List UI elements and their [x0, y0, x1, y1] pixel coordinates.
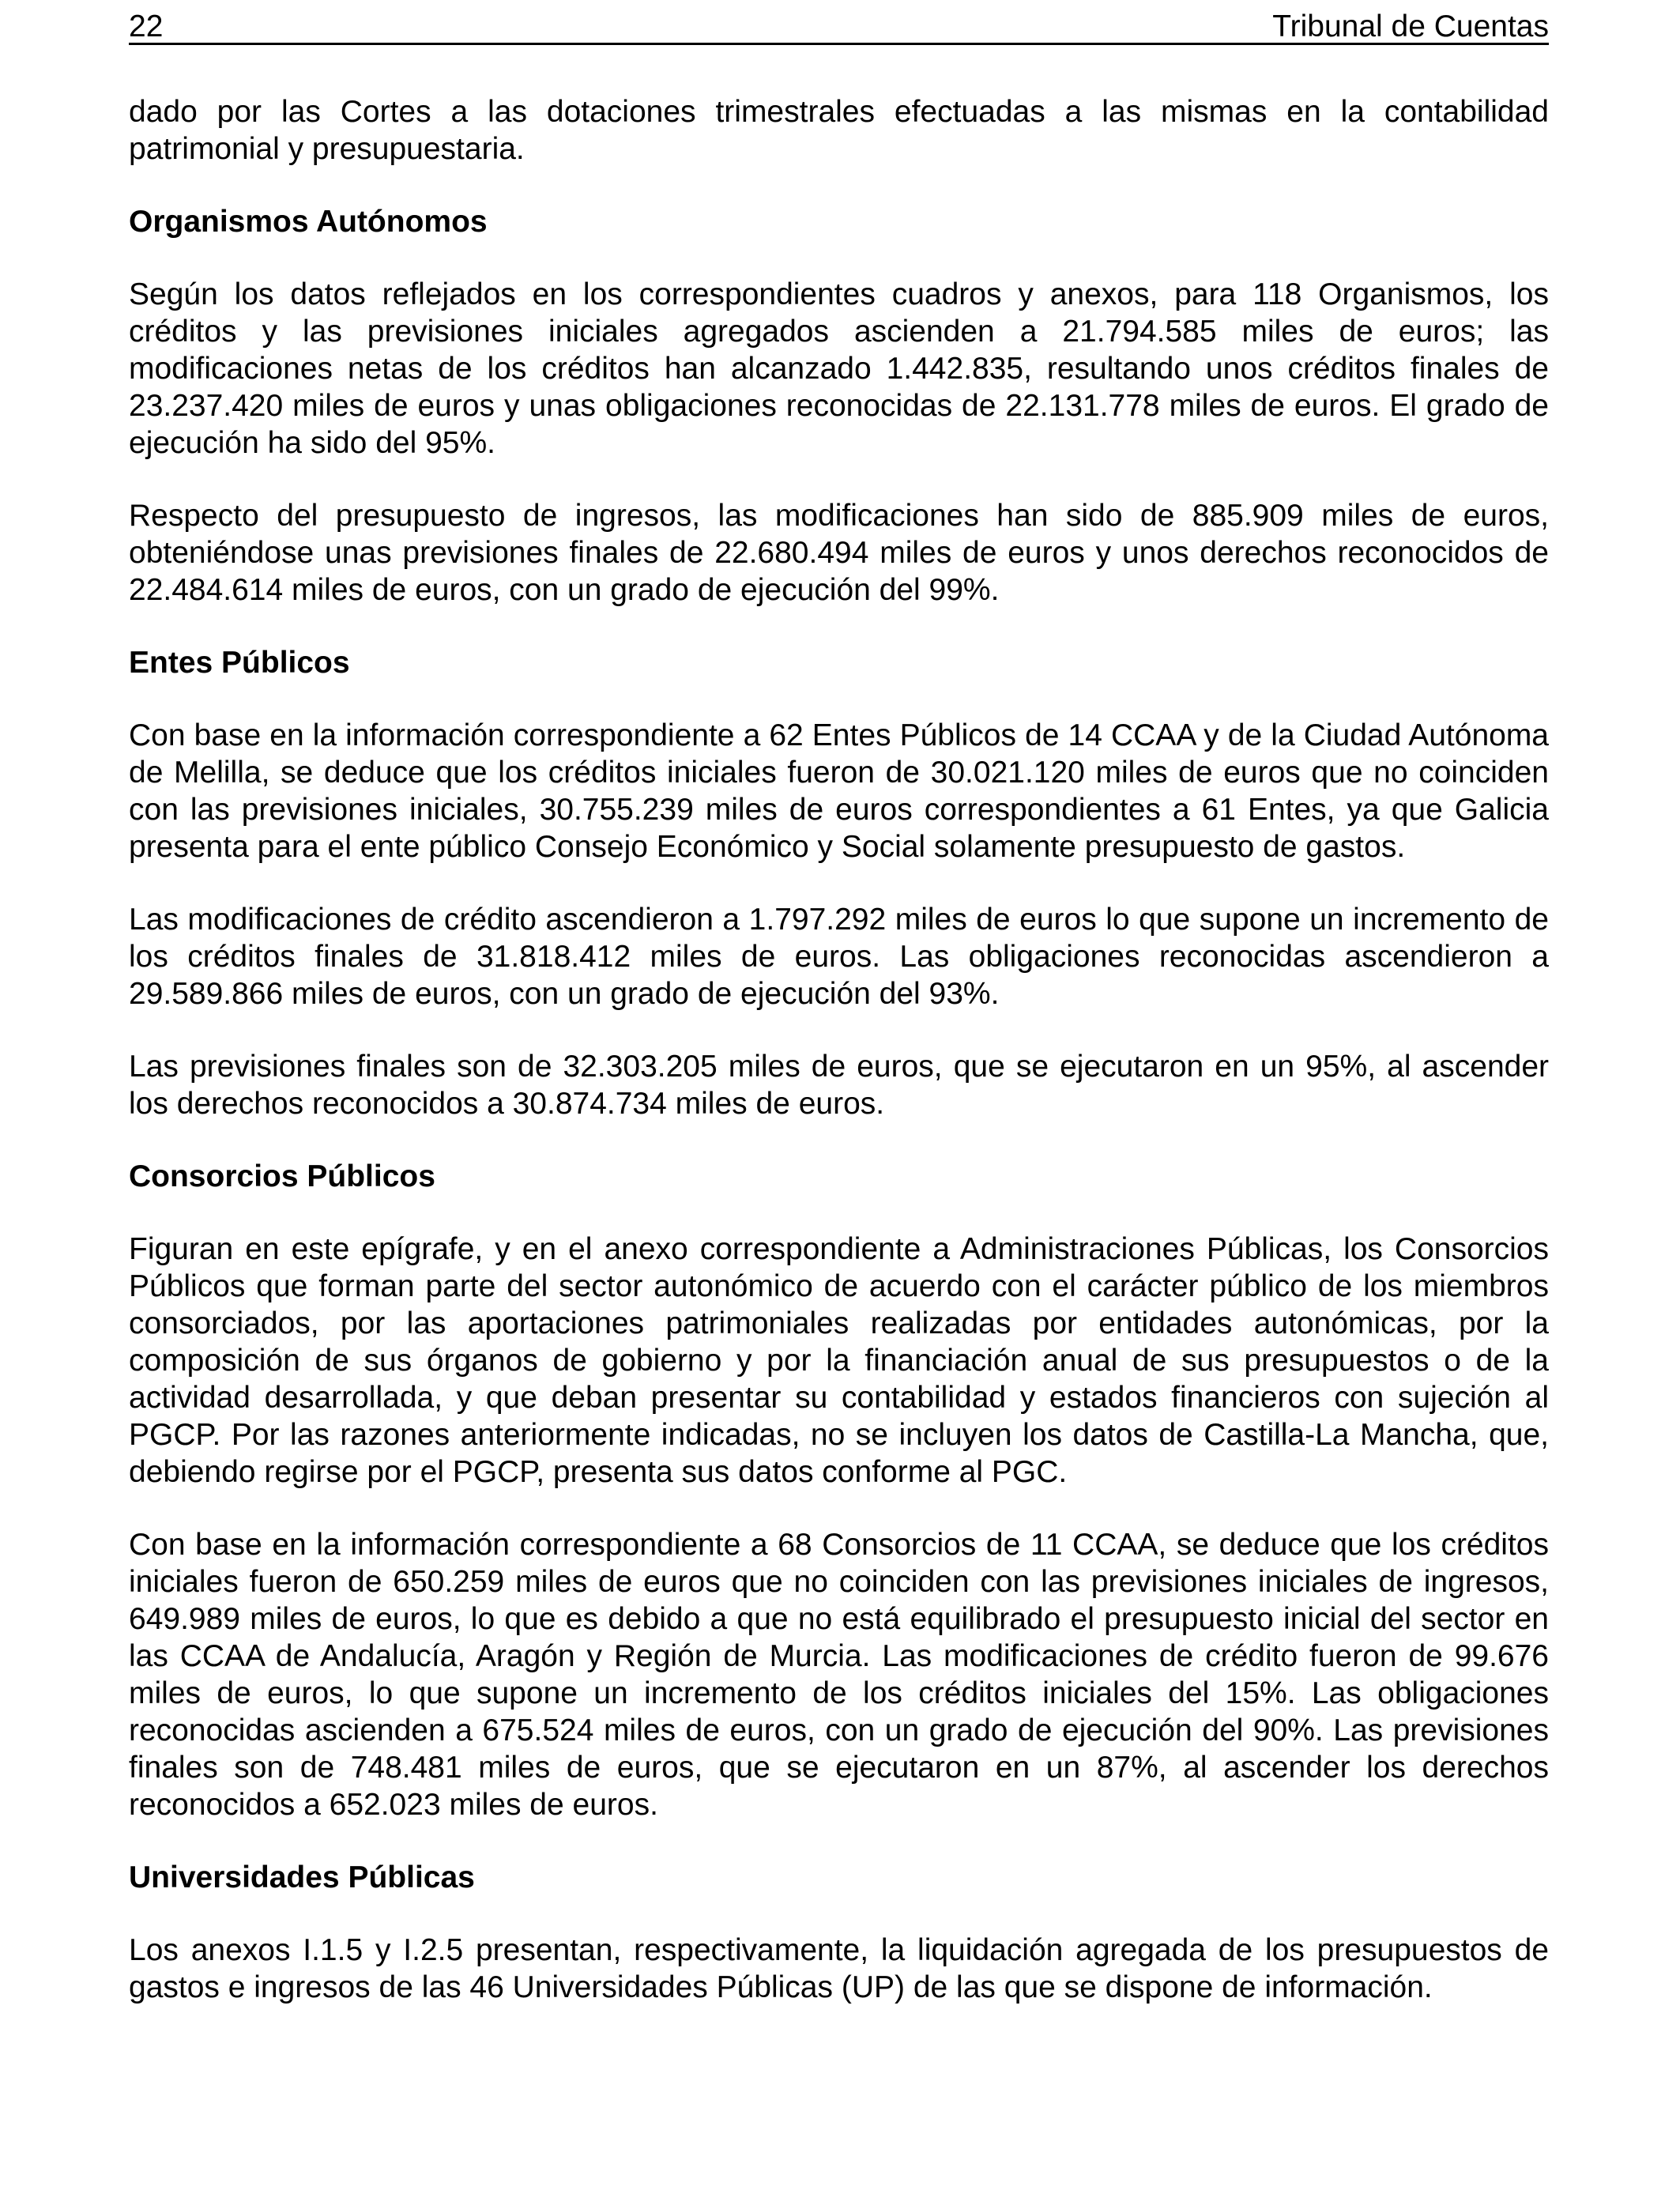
universidades-paragraph-1: Los anexos I.1.5 y I.2.5 presentan, respectivamente, la liquidación agregada de los presupuestos de gastos e ingresos de las 46 Universidades Públicas (UP) de las que se dispone de información. [129, 1933, 1549, 2004]
section-heading-organismos: Organismos Autónomos [129, 205, 488, 239]
organismos-paragraph-1: Según los datos reflejados en los correspondientes cuadros y anexos, para 118 Organismos, los créditos y las previsiones iniciales agregados ascienden a 21.794.585 miles de euros; las modificaciones netas de los créditos han alcanzado 1.442.835, resultando unos créditos finales de 23.237.420 miles de euros y unas obligaciones reconocidas de 22.131.778 miles de euros. El grado de ejecución ha sido del 95%. [129, 277, 1549, 460]
section-heading-universidades: Universidades Públicas [129, 1860, 475, 1894]
page-number: 22 [129, 9, 164, 43]
entes-paragraph-3: Las previsiones finales son de 32.303.205 miles de euros, que se ejecutaron en un 95%, al ascender los derechos reconocidos a 30.874.734 miles de euros. [129, 1050, 1549, 1121]
body-text [129, 93, 1549, 2041]
section-heading-consorcios: Consorcios Públicos [129, 1159, 435, 1193]
intro-paragraph: dado por las Cortes a las dotaciones trimestrales efectuadas a las mismas en la contabilidad patrimonial y presupuestaria. [129, 95, 1549, 166]
running-title: Tribunal de Cuentas [1272, 9, 1549, 43]
consorcios-paragraph-2: Con base en la información correspondiente a 68 Consorcios de 11 CCAA, se deduce que los créditos iniciales fueron de 650.259 miles de euros que no coinciden con las previsiones iniciales de ingresos, 649.989 miles de euros, lo que es debido a que no está equilibrado el presupuesto inicial del sector en las CCAA de Andalucía, Aragón y Región de Murcia. Las modificaciones de crédito fueron de 99.676 miles de euros, lo que supone un incremento de los créditos iniciales del 15%. Las obligaciones reconocidas ascienden a 675.524 miles de euros, con un grado de ejecución del 90%. Las previsiones finales son de 748.481 miles de euros, que se ejecutaron en un 87%, al ascender los derechos reconocidos a 652.023 miles de euros. [129, 1528, 1549, 1822]
entes-paragraph-1: Con base en la información correspondiente a 62 Entes Públicos de 14 CCAA y de la Ciudad Autónoma de Melilla, se deduce que los créditos iniciales fueron de 30.021.120 miles de euros que no coinciden con las previsiones iniciales, 30.755.239 miles de euros correspondientes a 61 Entes, ya que Galicia presenta para el ente público Consejo Económico y Social solamente presupuesto de gastos. [129, 718, 1549, 864]
section-heading-entes: Entes Públicos [129, 646, 350, 680]
entes-paragraph-2: Las modificaciones de crédito ascendieron a 1.797.292 miles de euros lo que supone un incremento de los créditos finales de 31.818.412 miles de euros. Las obligaciones reconocidas ascendieron a 29.589.866 miles de euros, con un grado de ejecución del 93%. [129, 903, 1549, 1011]
organismos-paragraph-2: Respecto del presupuesto de ingresos, las modificaciones han sido de 885.909 miles de euros, obteniéndose unas previsiones finales de 22.680.494 miles de euros y unos derechos reconocidos de 22.484.614 miles de euros, con un grado de ejecución del 99%. [129, 499, 1549, 607]
page-header [129, 6, 1549, 45]
consorcios-paragraph-1: Figuran en este epígrafe, y en el anexo correspondiente a Administraciones Públicas, los Consorcios Públicos que forman parte del sector autonómico de acuerdo con el carácter público de los miembros consorciados, por las aportaciones patrimoniales realizadas por entidades autonómicas, por la composición de sus órganos de gobierno y por la financiación anual de sus presupuestos o de la actividad desarrollada, y que deban presentar su contabilidad y estados financieros con sujeción al PGCP. Por las razones anteriormente indicadas, no se incluyen los datos de Castilla-La Mancha, que, debiendo regirse por el PGCP, presenta sus datos conforme al PGC. [129, 1232, 1549, 1489]
